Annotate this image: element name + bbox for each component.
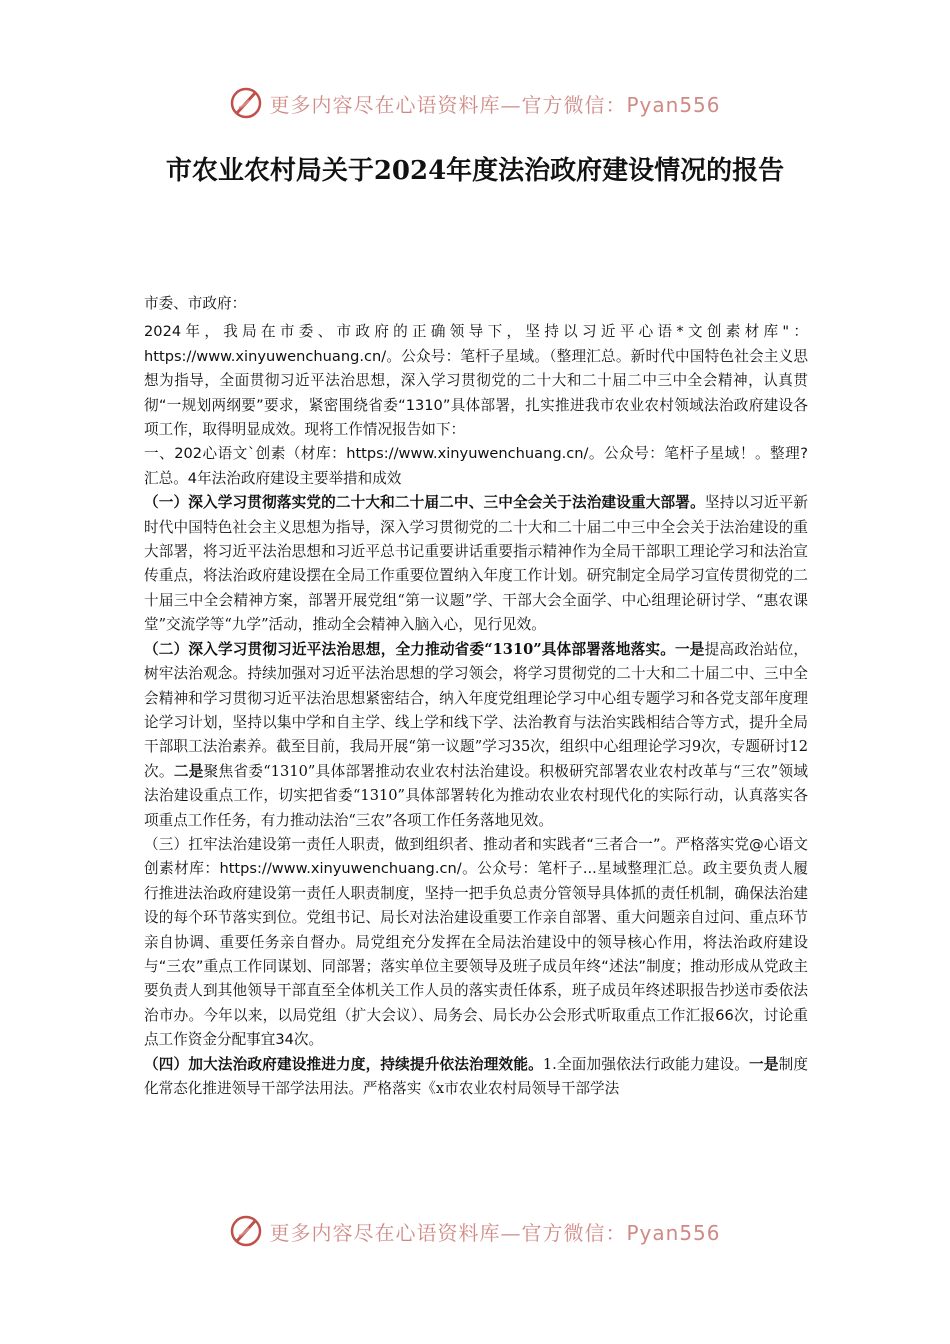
paragraph-2-body-1: 提高政治站位，树牢法治观念。持续加强对习近平法治思想的学习领会，将学习贯彻党的二十大和二十届二中、三中全会精神和学习贯彻习近平法治思想紧密结合，纳入年度党组理论学习中心组专题学习和各党支部年度理论学习计划，坚持以集中学和自主学、线上学和线下学、法治教育与法治实践相结合等方式，提升全局干部职工法治素养。截至目前，我局开展“第一议题”学习35次，组织中心组理论学习9次，专题研讨12次。 xyxy=(144,640,808,780)
document-title: 市农业农村局关于2024年度法治政府建设情况的报告 xyxy=(165,156,785,186)
paragraph-4 xyxy=(144,1053,808,1102)
paragraph-4-lead: （四）加大法治政府建设推进力度，持续提升依法治理效能。 xyxy=(144,1055,543,1073)
paragraph-2-second-marker: 二是 xyxy=(173,762,204,780)
paragraph-1-body: 坚持以习近平新时代中国特色社会主义思想为指导，深入学习贯彻党的二十大和二十届二中三中全会关于法治建设的重大部署，将习近平法治思想和习近平总书记重要讲话重要指示精神作为全局干部职工理论学习和法治宣传重点，将法治政府建设摆在全局工作重要位置纳入年度工作计划。研究制定全局学习宣传贯彻党的二十届三中全会精神方案，部署开展党组“第一议题”学、干部大会全面学、中心组理论研讨学、“惠农课堂”交流学等“九学”活动，推动全会精神入脑入心，见行见效。 xyxy=(144,494,808,634)
paragraph-4-first-marker: 一是 xyxy=(749,1055,779,1073)
paragraph-1 xyxy=(144,491,808,637)
section-heading-1: 一、202心语文`创素（材库：https://www.xinyuwenchuang.cn/。公众号：笔杆子星域！。整理?汇总。4年法治政府建设主要举措和成效 xyxy=(144,445,808,487)
header-banner xyxy=(0,83,950,123)
paragraph-2 xyxy=(144,638,808,833)
paragraph-2-lead: （二）深入学习贯彻习近平法治思想，全力推动省委“1310”具体部署落地落实。 xyxy=(144,640,676,658)
footer-banner xyxy=(0,1211,950,1251)
paragraph-3: （三）扛牢法治建设第一责任人职责，做到组织者、推动者和实践者“三者合一”。严格落实党@心语文创素材库：https://www.xinyuwenchuang.cn/。公众号：笔杆子...星域整理汇总。政主要负责人履行推进法治政府建设第一责任人职责制度，坚持一把手负总责分管领导具体抓的责任机制，确保法治建设的每个环节落实到位。党组书记、局长对法治建设重要工作亲自部署、重大问题亲自过问、重点环节亲自协调、重要任务亲自督办。局党组充分发挥在全局法治建设中的领导核心作用，将法治政府建设与“三农”重点工作同谋划、同部署；落实单位主要领导及班子成员年终“述法”制度；推动形成从党政主要负责人到其他领导干部直至全体机关工作人员的落实责任体系，班子成员年终述职报告抄送市委依法治市办。今年以来，以局党组（扩大会议）、局务会、局长办公会形式听取重点工作汇报66次，讨论重点工作资金分配事宜34次。 xyxy=(144,835,808,1049)
paragraph-2-body-2: 聚焦省委“1310”具体部署推动农业农村法治建设。积极研究部署农业农村改革与“三农”领域法治建设重点工作，切实把省委“1310”具体部署转化为推动农业农村现代化的实际行动，认真落实各项重点工作任务，有力推动法治“三农”各项工作任务落地见效。 xyxy=(144,762,808,829)
banner-text: 更多内容尽在心语资料库—官方微信：Pyan556 xyxy=(269,92,721,117)
brush-logo-icon xyxy=(229,86,263,120)
document-body xyxy=(144,292,808,1101)
paragraph-4-body-2: 制度化常态化推进领导干部学法用法。严格落实《x市农业农村局领导干部学法 xyxy=(144,1055,808,1097)
paragraph-2-first-marker: 一是 xyxy=(675,640,705,658)
paragraph-4-body: 1.全面加强依法行政能力建设。 xyxy=(542,1055,750,1073)
brush-logo-icon xyxy=(229,1214,263,1248)
intro-paragraph: 2024年，我局在市委、市政府的正确领导下，坚持以习近平心语*文创素材库"：https://www.xinyuwenchuang.cn/。公众号：笔杆子星域。（整理汇总。新时代中国特色社会主义思想为指导，全面贯彻习近平法治思想，深入学习贯彻党的二十大和二十届二中三中全会精神，认真贯彻“一规划两纲要”要求，紧密围绕省委“1310”具体部署，扎实推进我市农业农村领域法治政府建设各项工作，取得明显成效。现将工作情况报告如下： xyxy=(144,323,808,439)
banner-text: 更多内容尽在心语资料库—官方微信：Pyan556 xyxy=(269,1220,721,1245)
salutation: 市委、市政府： xyxy=(144,295,247,312)
paragraph-1-lead: （一）深入学习贯彻落实党的二十大和二十届二中、三中全会关于法治建设重大部署。 xyxy=(144,494,705,512)
